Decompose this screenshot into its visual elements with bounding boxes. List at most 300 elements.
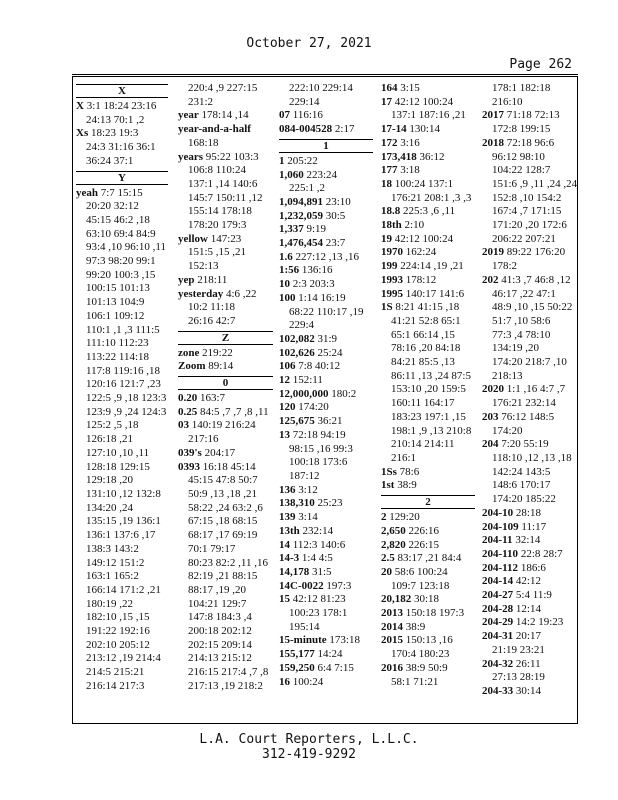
index-continuation xyxy=(76,269,168,283)
index-term: 2 xyxy=(381,511,387,524)
page-line-refs: 202:15 209:14 xyxy=(188,638,252,651)
page-line-refs: 163:7 xyxy=(197,392,226,405)
page-line-refs: 135:15 ,19 136:1 xyxy=(86,515,161,528)
index-continuation xyxy=(178,137,273,151)
page-line-refs: 99:20 100:3 ,15 xyxy=(86,268,156,281)
index-column-2 xyxy=(178,82,273,694)
page-line-refs: 229:4 xyxy=(289,319,315,332)
page-line-refs: 172:8 199:15 xyxy=(492,123,551,136)
index-entry xyxy=(482,589,575,603)
index-continuation xyxy=(482,493,575,507)
index-continuation xyxy=(279,470,373,484)
index-term: 1,232,059 xyxy=(279,209,323,222)
index-continuation xyxy=(482,301,575,315)
index-continuation xyxy=(76,557,168,571)
index-column-1 xyxy=(76,82,168,694)
page-line-refs: 38:9 50:9 xyxy=(403,661,448,674)
index-entry xyxy=(279,676,373,690)
index-entry xyxy=(279,251,373,265)
index-entry xyxy=(381,246,475,260)
index-continuation xyxy=(76,419,168,433)
page-line-refs: 63:10 69:4 84:9 xyxy=(86,227,156,240)
page-line-refs: 84:21 85:5 ,13 xyxy=(391,356,455,369)
page-line-refs: 68:22 110:17 ,19 xyxy=(289,305,364,318)
page-line-refs: 104:22 128:7 xyxy=(492,164,551,177)
index-entry xyxy=(178,123,273,137)
index-continuation xyxy=(76,214,168,228)
index-entry xyxy=(381,274,475,288)
page-line-refs: 89:14 xyxy=(205,360,234,373)
index-term: 084-004528 xyxy=(279,123,333,136)
index-term: 106 xyxy=(279,360,296,373)
page-line-refs: 145:7 150:11 ,12 xyxy=(188,191,263,204)
page-line-refs: 70:1 79:17 xyxy=(188,542,236,555)
index-entry xyxy=(279,525,373,539)
page-line-refs: 118:10 ,12 ,13 ,18 xyxy=(492,451,572,464)
page-line-refs: 120:16 121:7 ,23 xyxy=(86,378,161,391)
index-entry xyxy=(482,603,575,617)
index-continuation xyxy=(482,397,575,411)
index-continuation xyxy=(178,515,273,529)
page-line-refs: 148:6 170:17 xyxy=(492,479,551,492)
index-entry xyxy=(279,539,373,553)
page-line-refs: 117:8 119:16 ,18 xyxy=(86,364,161,377)
index-entry xyxy=(178,288,273,302)
index-entry xyxy=(482,411,575,425)
page-line-refs: 140:17 141:6 xyxy=(403,287,465,300)
page-line-refs: 100:24 137:1 xyxy=(392,177,454,190)
index-term: 2,820 xyxy=(381,538,406,551)
index-continuation xyxy=(178,584,273,598)
page-line-refs: 96:12 98:10 xyxy=(492,150,545,163)
page-line-refs: 7:8 40:12 xyxy=(295,360,341,373)
index-entry xyxy=(482,616,575,630)
index-entry xyxy=(381,96,475,110)
page-line-refs: 205:22 xyxy=(284,154,318,167)
index-continuation xyxy=(381,438,475,452)
index-continuation xyxy=(76,502,168,516)
page-line-refs: 24:3 31:16 36:1 xyxy=(86,141,156,154)
index-term: 0393 xyxy=(178,460,200,473)
index-continuation xyxy=(178,82,273,96)
page-line-refs: 3:18 xyxy=(397,164,420,177)
index-entry xyxy=(381,662,475,676)
index-term: 10 xyxy=(279,278,290,291)
index-continuation xyxy=(279,319,373,333)
index-term: 2020 xyxy=(482,383,504,396)
page-line-refs: 116:16 xyxy=(290,109,323,122)
index-continuation xyxy=(178,488,273,502)
page-line-refs: 26:11 xyxy=(513,657,541,670)
index-continuation xyxy=(178,474,273,488)
index-entry xyxy=(178,392,273,406)
index-continuation xyxy=(178,246,273,260)
index-entry xyxy=(381,466,475,480)
page-line-refs: 10:2 11:18 xyxy=(188,301,235,314)
index-term: 159,250 xyxy=(279,661,315,674)
index-term: 204-29 xyxy=(482,616,514,629)
page-number: Page 262 xyxy=(509,57,572,72)
index-entry xyxy=(279,484,373,498)
index-term: 100 xyxy=(279,291,296,304)
index-entry xyxy=(381,82,475,96)
index-continuation xyxy=(482,342,575,356)
page-line-refs: 182:10 ,15 ,15 xyxy=(86,611,150,624)
index-continuation xyxy=(482,164,575,178)
index-term: 1995 xyxy=(381,287,403,300)
page-line-refs: 3:14 xyxy=(295,511,318,524)
page-line-refs: 9:19 xyxy=(303,223,327,236)
page-line-refs: 123:9 ,9 ,24 124:3 xyxy=(86,405,167,418)
index-continuation xyxy=(381,452,475,466)
page-line-refs: 98:15 ,16 99:3 xyxy=(289,442,353,455)
index-entry xyxy=(76,187,168,201)
letter-heading: 0 xyxy=(178,376,273,390)
index-entry xyxy=(381,301,475,315)
page-line-refs: 152:11 xyxy=(290,374,323,387)
page-line-refs: 23:10 xyxy=(323,195,351,208)
page-line-refs: 200:18 202:12 xyxy=(188,625,252,638)
page-line-refs: 152:13 xyxy=(188,260,219,273)
page-line-refs: 27:13 28:19 xyxy=(492,671,545,684)
index-term: 204-10 xyxy=(482,506,514,519)
index-term: yesterday xyxy=(178,287,224,300)
page-line-refs: 191:22 192:16 xyxy=(86,625,150,638)
page-line-refs: 134:19 ,20 xyxy=(492,342,540,355)
index-continuation xyxy=(482,315,575,329)
index-continuation xyxy=(178,557,273,571)
index-entry xyxy=(381,151,475,165)
index-term: 202 xyxy=(482,273,499,286)
index-entry xyxy=(279,292,373,306)
letter-heading: X xyxy=(76,84,168,98)
page-line-refs: 67:15 ,18 68:15 xyxy=(188,515,258,528)
index-term: 1,060 xyxy=(279,168,304,181)
index-term: 2.5 xyxy=(381,552,395,565)
page-line-refs: 6:4 7:15 xyxy=(314,661,354,674)
index-term: 17 xyxy=(381,95,392,108)
index-continuation xyxy=(76,461,168,475)
index-term: 164 xyxy=(381,82,398,94)
index-entry xyxy=(279,580,373,594)
page-line-refs: 167:4 ,7 171:15 xyxy=(492,205,562,218)
page-line-refs: 58:22 ,24 63:2 ,6 xyxy=(188,501,263,514)
index-term: 15 xyxy=(279,593,290,606)
page-line-refs: 110:1 ,1 ,3 111:5 xyxy=(86,323,160,336)
page-line-refs: 100:18 173:6 xyxy=(289,456,348,469)
index-entry xyxy=(279,123,373,137)
index-continuation xyxy=(381,425,475,439)
page-line-refs: 174:20 xyxy=(295,401,329,414)
index-continuation xyxy=(482,644,575,658)
page-line-refs: 8:21 41:15 ,18 xyxy=(392,301,460,314)
page-line-refs: 1:14 16:19 xyxy=(295,291,346,304)
page-line-refs: 100:23 178:1 xyxy=(289,607,348,620)
index-entry xyxy=(279,210,373,224)
index-term: 125,675 xyxy=(279,415,315,428)
index-continuation xyxy=(381,356,475,370)
page-line-refs: 2:3 203:3 xyxy=(290,278,335,291)
page-line-refs: 125:2 ,5 ,18 xyxy=(86,419,139,432)
index-entry xyxy=(381,178,475,192)
index-term: 204 xyxy=(482,438,499,451)
page-line-refs: 217:16 xyxy=(188,433,219,446)
page-line-refs: 166:14 171:2 ,21 xyxy=(86,583,161,596)
index-entry xyxy=(279,264,373,278)
index-entry xyxy=(381,525,475,539)
index-continuation xyxy=(76,365,168,379)
index-entry xyxy=(381,288,475,302)
index-entry xyxy=(381,219,475,233)
page-line-refs: 7:20 55:19 xyxy=(498,438,549,451)
page-line-refs: 152:8 ,10 154:2 xyxy=(492,191,562,204)
index-entry xyxy=(279,109,373,123)
page-line-refs: 227:12 ,13 ,16 xyxy=(292,250,360,263)
index-term: Xs xyxy=(76,127,89,140)
index-continuation xyxy=(178,652,273,666)
index-entry xyxy=(381,566,475,580)
index-continuation xyxy=(76,570,168,584)
page-line-refs: 150:13 ,16 xyxy=(403,634,453,647)
index-continuation xyxy=(482,260,575,274)
page-line-refs: 223:24 xyxy=(303,168,338,181)
index-term: 204-109 xyxy=(482,520,519,533)
page-line-refs: 83:17 ,21 84:4 xyxy=(394,552,462,565)
page-line-refs: 151:6 ,9 ,11 ,24 ,24 xyxy=(492,177,578,190)
index-entry xyxy=(482,534,575,548)
index-continuation xyxy=(279,621,373,635)
index-continuation xyxy=(178,96,273,110)
index-continuation xyxy=(178,502,273,516)
index-entry xyxy=(178,151,273,165)
footer-phone: 312-419-9292 xyxy=(262,747,356,762)
page-line-refs: 58:6 100:24 xyxy=(392,565,448,578)
index-continuation xyxy=(76,611,168,625)
footer-company: L.A. Court Reporters, L.L.C. xyxy=(199,732,419,747)
index-term: 1.6 xyxy=(279,250,293,263)
index-term: 18th xyxy=(381,219,402,232)
index-term: 2019 xyxy=(482,246,504,259)
index-entry xyxy=(482,658,575,672)
index-term: 20,182 xyxy=(381,593,412,606)
index-term: 1Ss xyxy=(381,465,397,478)
index-term: 16 xyxy=(279,675,290,688)
page-line-refs: 183:23 197:1 ,15 xyxy=(391,410,466,423)
index-continuation xyxy=(482,96,575,110)
page-line-refs: 178:14 ,14 xyxy=(198,109,249,122)
index-term: 1st xyxy=(381,479,395,492)
page-line-refs: 216:1 xyxy=(391,451,417,464)
index-continuation xyxy=(178,315,273,329)
index-term: year-and-a-half xyxy=(178,123,251,136)
index-entry xyxy=(381,511,475,525)
page-line-refs: 112:3 140:6 xyxy=(290,538,346,551)
index-term: 199 xyxy=(381,260,398,273)
page-line-refs: 30:5 xyxy=(323,209,346,222)
index-continuation xyxy=(76,447,168,461)
page-line-refs: 186:6 xyxy=(518,561,546,574)
index-continuation xyxy=(482,192,575,206)
index-entry xyxy=(482,438,575,452)
page-line-refs: 32:14 xyxy=(512,534,541,547)
index-entry xyxy=(279,347,373,361)
index-continuation xyxy=(482,479,575,493)
page-line-refs: 219:22 xyxy=(199,346,233,359)
index-entry xyxy=(279,634,373,648)
page-line-refs: 147:23 xyxy=(207,232,242,245)
index-term: 204-31 xyxy=(482,630,514,643)
index-term: 136 xyxy=(279,483,296,496)
index-term: 177 xyxy=(381,164,398,177)
page-line-refs: 128:18 129:15 xyxy=(86,460,150,473)
index-continuation xyxy=(76,255,168,269)
page-line-refs: 30:14 xyxy=(513,684,541,697)
index-term: 204-32 xyxy=(482,657,514,670)
index-continuation xyxy=(482,288,575,302)
page-line-refs: 22:8 28:7 xyxy=(518,547,563,560)
page-line-refs: 153:10 ,20 159:5 xyxy=(391,383,466,396)
page-line-refs: 197:3 xyxy=(323,579,352,592)
index-continuation xyxy=(76,639,168,653)
index-continuation xyxy=(76,228,168,242)
index-term: 14,178 xyxy=(279,565,310,578)
page-line-refs: 163:1 165:2 xyxy=(86,570,139,583)
page-line-refs: 84:5 ,7 ,7 ,8 ,11 xyxy=(197,405,269,418)
index-term: 120 xyxy=(279,401,296,414)
index-entry xyxy=(279,566,373,580)
page-line-refs: 101:13 104:9 xyxy=(86,296,145,309)
index-term: 03 xyxy=(178,419,189,432)
index-term: X xyxy=(76,100,84,112)
index-continuation xyxy=(279,82,373,96)
page-date: October 27, 2021 xyxy=(246,36,372,51)
page-line-refs: 41:3 ,7 46:8 ,12 xyxy=(498,273,571,286)
index-continuation xyxy=(279,96,373,110)
index-continuation xyxy=(76,666,168,680)
page-line-refs: 225:1 ,2 xyxy=(289,182,326,195)
page-line-refs: 4:6 ,22 xyxy=(223,287,257,300)
page-line-refs: 173:18 xyxy=(326,634,360,647)
page-line-refs: 42:12 100:24 xyxy=(392,232,454,245)
index-continuation xyxy=(279,456,373,470)
page-line-refs: 178:12 xyxy=(403,273,437,286)
page-line-refs: 232:14 xyxy=(299,524,334,537)
index-term: 1,476,454 xyxy=(279,237,323,250)
index-term: 18 xyxy=(381,177,392,190)
page-line-refs: 218:13 xyxy=(492,369,523,382)
page-line-refs: 88:17 ,19 ,20 xyxy=(188,583,247,596)
index-continuation xyxy=(76,378,168,392)
page-line-refs: 122:5 ,9 ,18 123:3 xyxy=(86,392,167,405)
page-line-refs: 216:15 217:4 ,7 ,8 xyxy=(188,666,269,679)
page-line-refs: 129:20 xyxy=(386,511,420,524)
page-line-refs: 93:4 ,10 96:10 ,11 xyxy=(86,241,166,254)
page-line-refs: 26:16 42:7 xyxy=(188,314,236,327)
index-entry xyxy=(279,552,373,566)
letter-heading: Y xyxy=(76,171,168,185)
page-line-refs: 21:19 23:21 xyxy=(492,643,545,656)
page-line-refs: 214:13 215:12 xyxy=(188,652,252,665)
page-line-refs: 36:21 xyxy=(314,415,343,428)
index-entry xyxy=(482,246,575,260)
page-line-refs: 220:4 ,9 227:15 xyxy=(188,82,258,94)
index-term: yellow xyxy=(178,232,208,245)
page-line-refs: 216:10 xyxy=(492,95,523,108)
index-term: 18.8 xyxy=(381,205,401,218)
index-continuation xyxy=(178,639,273,653)
index-continuation xyxy=(381,329,475,343)
index-continuation xyxy=(381,397,475,411)
page-line-refs: 111:10 112:23 xyxy=(86,337,149,350)
page-line-refs: 213:12 ,19 214:4 xyxy=(86,652,161,665)
index-entry xyxy=(178,109,273,123)
index-continuation xyxy=(381,676,475,690)
index-continuation xyxy=(279,306,373,320)
index-continuation xyxy=(482,205,575,219)
index-continuation xyxy=(76,598,168,612)
index-continuation xyxy=(76,282,168,296)
index-continuation xyxy=(178,680,273,694)
index-continuation xyxy=(178,529,273,543)
index-continuation xyxy=(76,652,168,666)
index-term: Zoom xyxy=(178,360,206,373)
index-entry xyxy=(279,169,373,183)
index-term: 1,094,891 xyxy=(279,195,323,208)
index-entry xyxy=(279,237,373,251)
index-entry xyxy=(178,419,273,433)
page-line-refs: 126:18 ,21 xyxy=(86,433,134,446)
page-line-refs: 168:18 xyxy=(188,136,219,149)
index-term: 2016 xyxy=(381,661,403,674)
index-continuation xyxy=(178,570,273,584)
index-entry xyxy=(279,511,373,525)
page-line-refs: 225:3 ,6 ,11 xyxy=(400,205,456,218)
page-line-refs: 77:3 ,4 78:10 xyxy=(492,328,551,341)
page-line-refs: 12:14 xyxy=(513,602,541,615)
index-term: 139 xyxy=(279,511,296,524)
page-line-refs: 95:22 103:3 xyxy=(203,150,259,163)
page-line-refs: 147:8 184:3 ,4 xyxy=(188,611,252,624)
index-entry xyxy=(482,575,575,589)
page-line-refs: 1:1 ,16 4:7 ,7 xyxy=(504,383,566,396)
index-term: 102,082 xyxy=(279,332,315,345)
index-term: 14C-0022 xyxy=(279,579,324,592)
index-term: 204-33 xyxy=(482,684,514,697)
index-continuation xyxy=(76,392,168,406)
index-term: 2,650 xyxy=(381,524,406,537)
index-entry xyxy=(381,260,475,274)
index-entry xyxy=(381,593,475,607)
page-line-refs: 206:22 207:21 xyxy=(492,232,556,245)
index-term: years xyxy=(178,150,204,163)
page-line-refs: 131:10 ,12 132:8 xyxy=(86,487,161,500)
index-continuation xyxy=(76,406,168,420)
page-line-refs: 80:23 82:2 ,11 ,16 xyxy=(188,556,268,569)
letter-heading: 1 xyxy=(279,139,373,153)
index-entry xyxy=(482,109,575,123)
page-line-refs: 222:10 229:14 xyxy=(289,82,353,94)
page-line-refs: 176:21 208:1 ,3 ,3 xyxy=(391,191,472,204)
index-continuation xyxy=(76,543,168,557)
index-entry xyxy=(279,401,373,415)
page-line-refs: 136:16 xyxy=(299,264,333,277)
page-line-refs: 150:18 197:3 xyxy=(403,607,465,620)
page-line-refs: 11:17 xyxy=(518,520,547,533)
page-line-refs: 136:1 137:6 ,17 xyxy=(86,529,156,542)
index-term: 138,310 xyxy=(279,497,315,510)
page-line-refs: 178:20 179:3 xyxy=(188,219,247,232)
page-line-refs: 42:12 100:24 xyxy=(392,95,454,108)
